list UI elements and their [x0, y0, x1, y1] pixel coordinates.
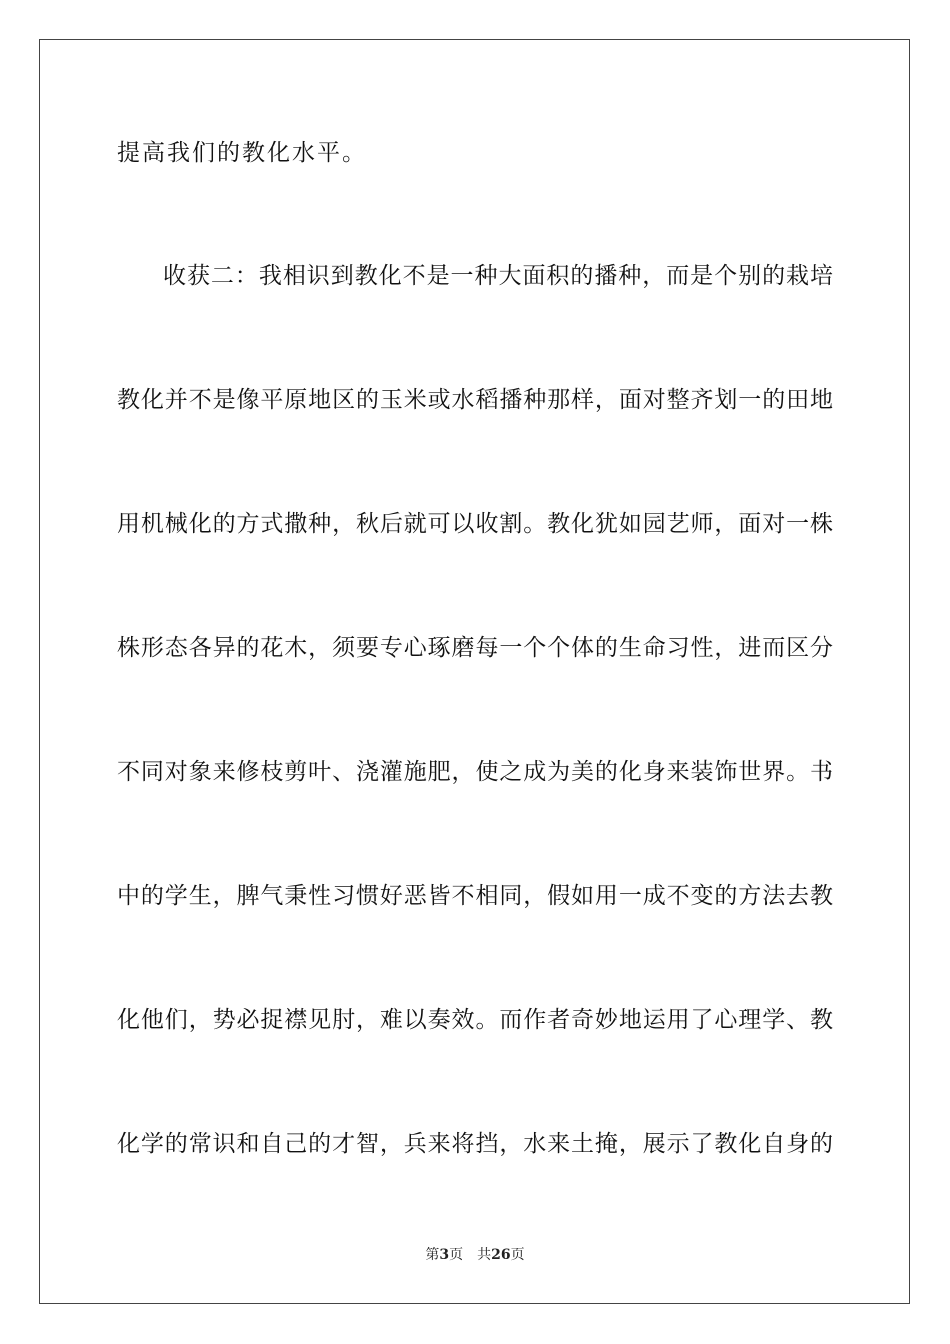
text-line-3: 教化并不是像平原地区的玉米或水稻播种那样，面对整齐划一的田地 — [117, 387, 833, 413]
text-line-5: 株形态各异的花木，须要专心琢磨每一个个体的生命习性，进而区分 — [117, 635, 833, 661]
page-border — [39, 39, 910, 1304]
page-prefix: 第 — [425, 1247, 440, 1263]
text-line-4: 用机械化的方式撒种，秋后就可以收割。教化犹如园艺师，面对一株 — [117, 511, 833, 537]
total-prefix: 共 — [477, 1247, 492, 1263]
page-footer — [0, 1246, 950, 1264]
page-number: 3 — [439, 1247, 450, 1263]
text-line-8: 化他们，势必捉襟见肘，难以奏效。而作者奇妙地运用了心理学、教 — [117, 1007, 833, 1033]
total-suffix: 页 — [510, 1247, 525, 1263]
text-line-9: 化学的常识和自己的才智，兵来将挡，水来土掩，展示了教化自身的 — [117, 1131, 833, 1157]
page-suffix: 页 — [449, 1247, 464, 1263]
total-pages: 26 — [491, 1247, 511, 1263]
text-line-6: 不同对象来修枝剪叶、浇灌施肥，使之成为美的化身来装饰世界。书 — [117, 759, 833, 785]
text-line-2: 收获二：我相识到教化不是一种大面积的播种，而是个别的栽培 — [163, 263, 833, 289]
text-line-7: 中的学生，脾气秉性习惯好恶皆不相同，假如用一成不变的方法去教 — [117, 883, 833, 909]
text-line-1: 提高我们的教化水平。 — [117, 140, 367, 166]
